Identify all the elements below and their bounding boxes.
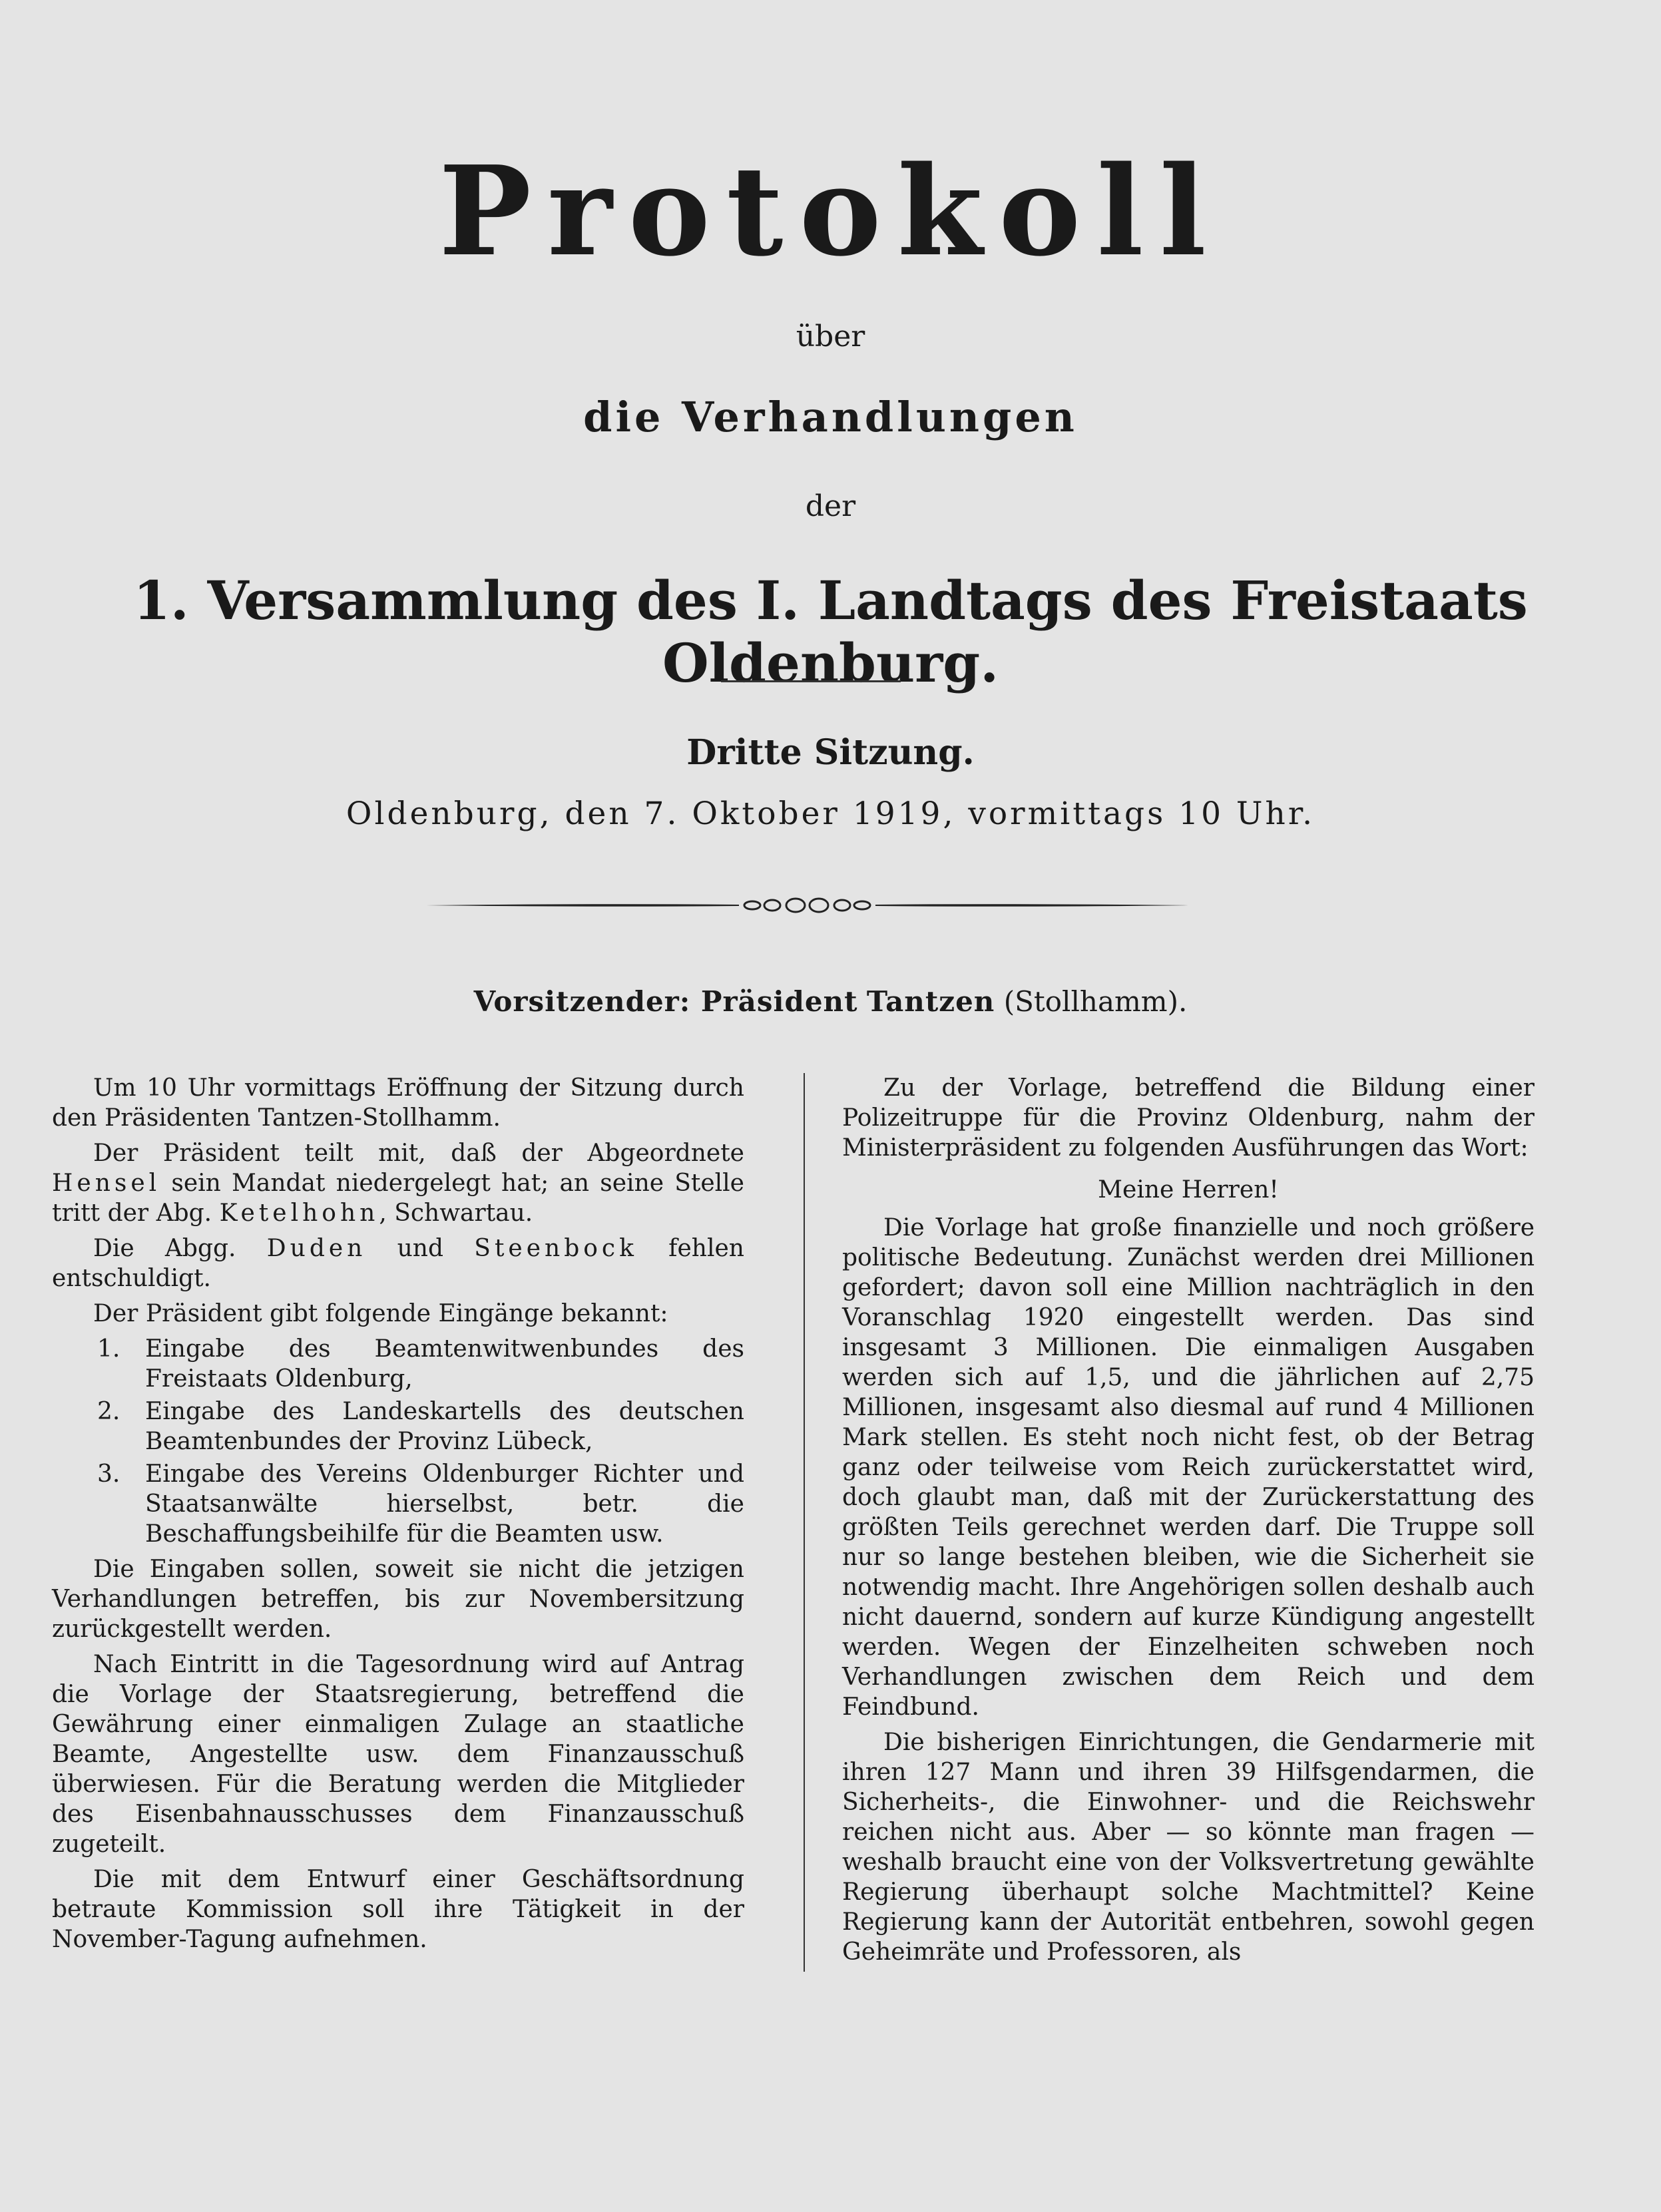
item-number: 2. <box>97 1398 120 1425</box>
column-divider <box>804 1073 805 1972</box>
item-text: Eingabe des Beamtenwitwenbundes des Freistaats Oldenburg, <box>145 1335 744 1393</box>
person-name: Ketelhohn <box>219 1200 379 1227</box>
subtitle-der: der <box>805 489 856 523</box>
right-column <box>842 1073 1535 1972</box>
paragraph: Um 10 Uhr vormittags Eröffnung der Sitzung durch den Präsidenten Tantzen-Stollhamm. <box>52 1074 744 1132</box>
paragraph: Nach Eintritt in die Tagesordnung wird auf Antrag die Vorlage der Staatsregierung, betreffend die Gewährung einer einmaligen Zulage an staatliche Beamte, Angestellte usw. dem Finanzausschuß überwiesen. Für die Beratung werden die Mitglieder des Eisenbahnausschusses dem Finanzausschuß zugeteilt. <box>52 1651 744 1858</box>
paragraph: Die Vorlage hat große finanzielle und noch größere politische Bedeutung. Zunächst werden drei Millionen gefordert; davon soll eine Million nachträglich in den Voranschlag 1920 eingestellt werden. Das sind insgesamt 3 Millionen. Die einmaligen Ausgaben werden sich auf 1,5, und die jährlichen auf 2,75 Millionen, insgesamt also diesmal auf rund 4 Millionen Mark stellen. Es steht noch nicht fest, ob der Betrag ganz oder teilweise vom Reich zurückerstattet wird, doch glaubt man, daß mit der Zurückerstattung des größten Teils gerechnet werden darf. Die Truppe soll nur so lange bestehen bleiben, wie die Sicherheit sie notwendig macht. Ihre Angehörigen sollen deshalb auch nicht dauernd, sondern auf kurze Kündigung angestellt werden. Wegen der Einzelheiten schweben noch Verhandlungen zwischen dem Reich und dem Feindbund. <box>842 1214 1535 1721</box>
paragraph <box>52 1138 744 1228</box>
item-number: 1. <box>97 1335 120 1363</box>
list-item <box>52 1397 744 1456</box>
paragraph: Die mit dem Entwurf einer Geschäftsordnung betraute Kommission soll ihre Tätigkeit in der November-Tagung aufnehmen. <box>52 1866 744 1953</box>
left-column <box>52 1073 744 1960</box>
short-divider <box>721 680 901 682</box>
list-item <box>52 1459 744 1549</box>
chair-place: (Stollhamm). <box>1003 985 1188 1018</box>
text-run: , Schwartau. <box>379 1200 533 1227</box>
paragraph: Zu der Vorlage, betreffend die Bildung einer Polizeitruppe für die Provinz Oldenburg, nahm der Ministerpräsident zu folgenden Ausführungen das Wort: <box>842 1074 1535 1162</box>
paragraph: Die bisherigen Einrichtungen, die Gendarmerie mit ihren 127 Mann und ihren 39 Hilfsgendarmen, die Sicherheits-, die Einwohner- und die Reichswehr reichen nicht aus. Aber — so könnte man fragen — weshalb braucht eine von der Volksvertretung gewählte Regierung überhaupt solche Machtmittel? Keine Regierung kann der Autorität entbehren, sowohl gegen Geheimräte und Professoren, als <box>842 1729 1535 1966</box>
person-name: Hensel <box>52 1170 161 1197</box>
session-heading: Dritte Sitzung. <box>686 732 975 773</box>
chair-name: Tantzen <box>866 985 995 1018</box>
text-run: und <box>397 1235 444 1262</box>
assembly-heading: 1. Versammlung des I. Landtags des Freistaats Oldenburg. <box>133 569 1528 694</box>
chair-label: Vorsitzender: Präsident <box>473 985 858 1018</box>
text-run: sein Mandat niedergelegt hat; an seine Stelle tritt der Abg. <box>52 1170 744 1227</box>
person-name: Steenbock <box>474 1235 638 1262</box>
chair-line <box>0 985 1661 1018</box>
list-item <box>52 1334 744 1394</box>
submissions-list <box>52 1334 744 1549</box>
paragraph <box>52 1233 744 1293</box>
item-number: 3. <box>97 1460 120 1488</box>
ornamental-rule <box>426 892 1188 919</box>
paragraph: Die Eingaben sollen, soweit sie nicht die jetzigen Verhandlungen betreffen, bis zur Novembersitzung zurückgestellt werden. <box>52 1556 744 1643</box>
subtitle-ueber: über <box>796 320 865 353</box>
salutation: Meine Herren! <box>1098 1176 1279 1204</box>
paragraph: Der Präsident gibt folgende Eingänge bekannt: <box>93 1300 668 1327</box>
item-text: Eingabe des Landeskartells des deutschen Beamtenbundes der Provinz Lübeck, <box>145 1398 744 1455</box>
text-run: Der Präsident teilt mit, daß der Abgeordnete <box>93 1140 744 1167</box>
text-run: Die Abgg. <box>93 1235 236 1262</box>
subtitle-verhandlungen: die Verhandlungen <box>583 393 1078 441</box>
person-name: Duden <box>266 1235 367 1262</box>
place-date-line: Oldenburg, den 7. Oktober 1919, vormittags 10 Uhr. <box>346 795 1315 832</box>
page-title: Protokoll <box>439 138 1222 284</box>
item-text: Eingabe des Vereins Oldenburger Richter und Staatsanwälte hierselbst, betr. die Beschaffungsbeihilfe für die Beamten usw. <box>145 1460 744 1548</box>
text-run: fehlen entschuldigt. <box>52 1235 744 1292</box>
